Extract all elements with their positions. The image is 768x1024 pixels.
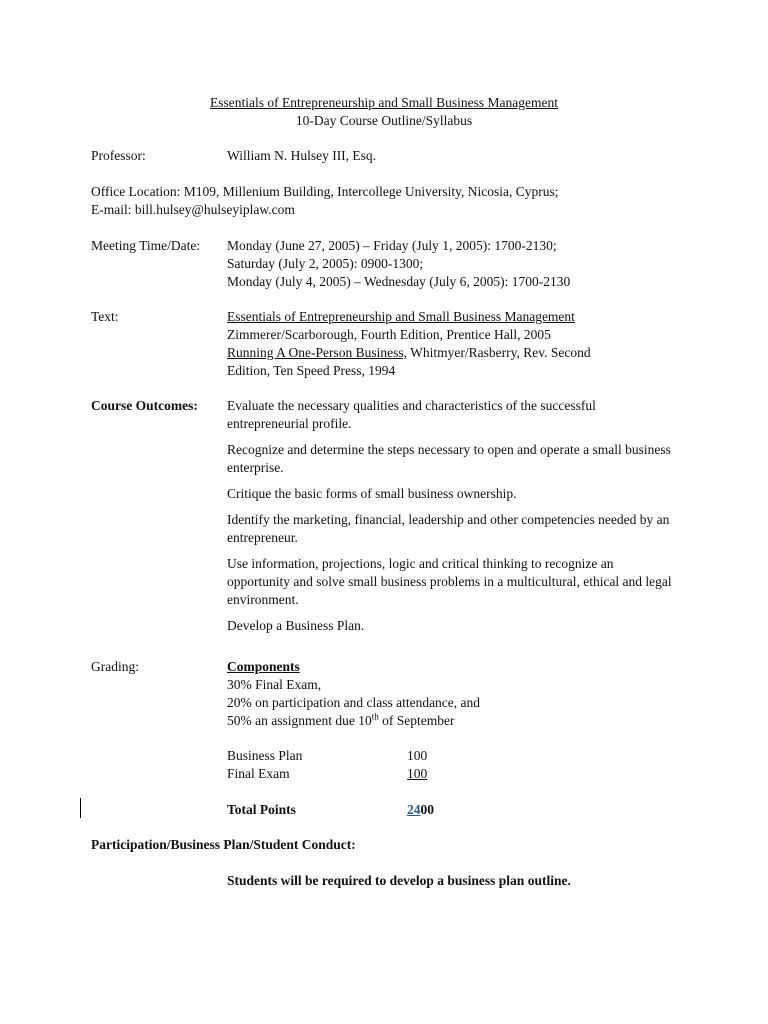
outcomes-label: Course Outcomes: [91, 398, 198, 413]
grading-line: 20% on participation and class attendance, and [227, 695, 481, 710]
total-value [407, 801, 434, 819]
text-books [227, 308, 677, 380]
score-name: Business Plan [227, 748, 303, 763]
grading-line3-sup: th [371, 711, 379, 722]
total-label: Total Points [227, 802, 296, 817]
score-name: Final Exam [227, 766, 290, 781]
outcome-item: Evaluate the necessary qualities and characteristics of the successful entrepreneurial profile. [227, 398, 596, 431]
meeting-line: Monday (July 4, 2005) – Wednesday (July 6, 2005): 1700-2130 [227, 274, 571, 289]
components-heading: Components [227, 659, 300, 674]
meeting-line: Saturday (July 2, 2005): 0900-1300; [227, 256, 424, 271]
total-value-edited: 24 [407, 802, 421, 817]
professor-label: Professor: [91, 148, 146, 163]
text-cursor [80, 798, 81, 818]
book1-detail: Zimmerer/Scarborough, Fourth Edition, Prentice Hall, 2005 [227, 327, 551, 342]
meeting-times [227, 237, 677, 291]
participation-heading: Participation/Business Plan/Student Conduct: [91, 837, 356, 852]
score-row [227, 765, 677, 783]
score-row [227, 747, 677, 765]
grading-line3-post: of September [378, 713, 455, 728]
total-value-rest: 00 [420, 802, 434, 817]
grading-label: Grading: [91, 659, 139, 674]
participation-statement: Students will be required to develop a business plan outline. [227, 873, 571, 888]
outcome-item: Recognize and determine the steps necessary to open and operate a small business enterprise. [227, 442, 671, 475]
grading-line: 30% Final Exam, [227, 677, 322, 692]
document-header [0, 94, 768, 130]
grading-line3-pre: 50% an assignment due 10 [227, 713, 372, 728]
book2-detail: Whitmyer/Rasberry, Rev. Second [407, 345, 591, 360]
professor-name: William N. Hulsey III, Esq. [227, 148, 377, 163]
score-value: 100 [407, 766, 428, 781]
book2-title: Running A One-Person Business, [227, 345, 408, 360]
book2-detail-cont: Edition, Ten Speed Press, 1994 [227, 363, 396, 378]
text-label: Text: [91, 309, 119, 324]
office-email: E-mail: bill.hulsey@hulseyiplaw.com [91, 202, 295, 217]
outcome-item: Critique the basic forms of small business ownership. [227, 486, 517, 501]
outcomes-list [227, 397, 677, 643]
office-location: Office Location: M109, Millenium Building, Intercollege University, Nicosia, Cyprus; [91, 184, 559, 199]
outcome-item: Use information, projections, logic and critical thinking to recognize an opportunity and solve small business problems in a multicultural, ethical and legal environment. [227, 556, 672, 607]
meeting-line: Monday (June 27, 2005) – Friday (July 1, 2005): 1700-2130; [227, 238, 557, 253]
participation-row [91, 836, 691, 854]
office-block [91, 183, 691, 219]
scores-list [227, 747, 677, 819]
book2-line [227, 344, 677, 362]
course-title: Essentials of Entrepreneurship and Small Business Management [210, 95, 558, 110]
book1-title: Essentials of Entrepreneurship and Small Business Management [227, 309, 575, 324]
grading-details [227, 658, 677, 730]
outcome-item: Identify the marketing, financial, leadership and other competencies needed by an entrepreneur. [227, 512, 670, 545]
course-subtitle: 10-Day Course Outline/Syllabus [295, 113, 473, 128]
meeting-label: Meeting Time/Date: [91, 238, 201, 253]
total-row [227, 801, 677, 819]
grading-line [227, 712, 677, 730]
outcome-item: Develop a Business Plan. [227, 618, 365, 633]
score-value: 100 [407, 748, 428, 763]
